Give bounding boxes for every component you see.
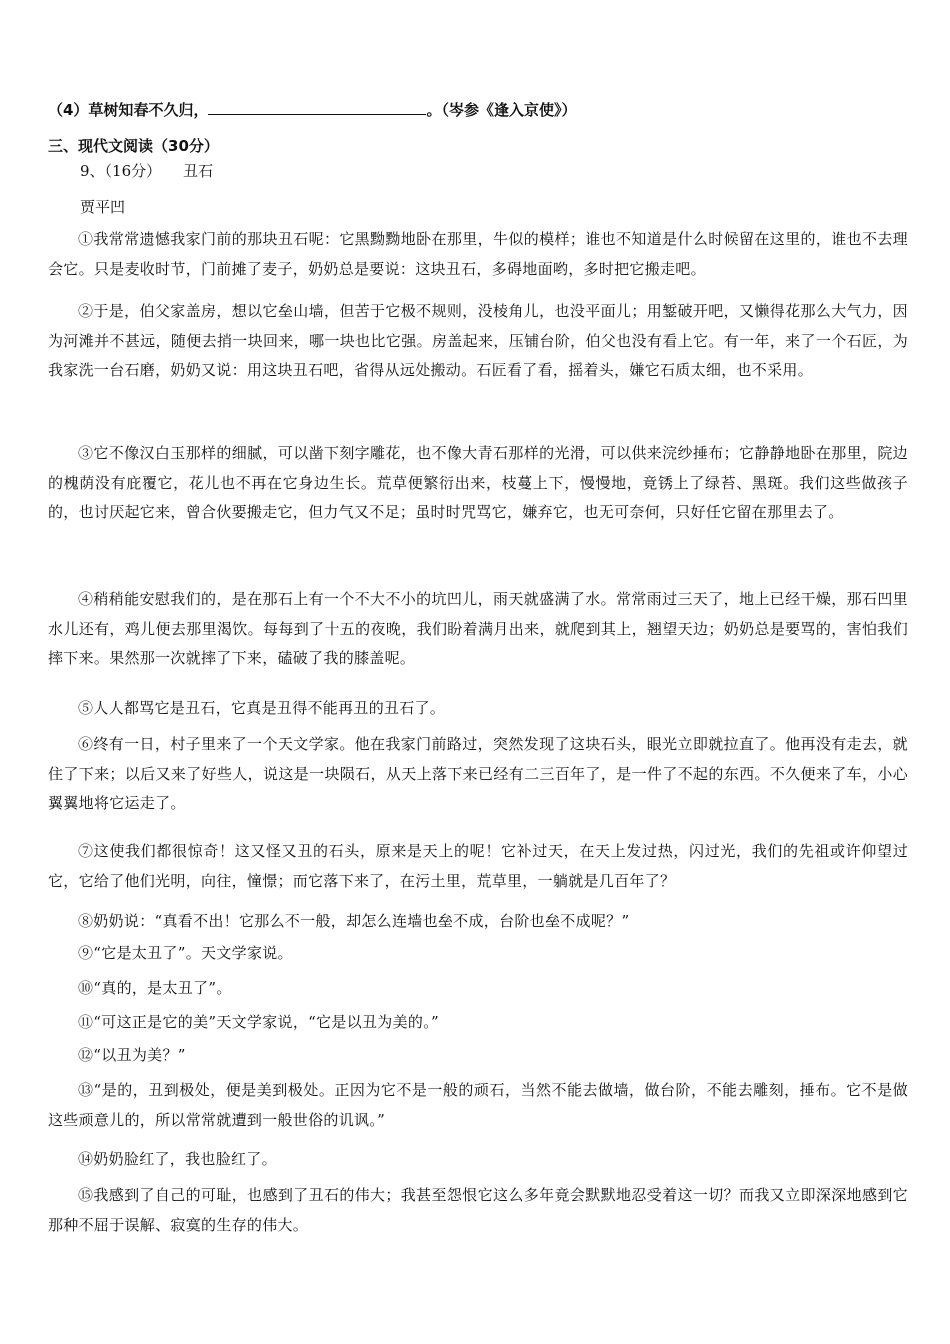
paragraph-9: ⑨“它是太丑了”。天文学家说。 — [78, 944, 293, 962]
paragraph-6: ⑥终有一日，村子里来了一个天文学家。他在我家门前路过，突然发现了这块石头，眼光立即就拉直了。他再没有走去，就住了下来；以后又来了好些人，说这是一块陨石，从天上落下来已经有二三百年了，是一件了不起的东西。不久便来了车，小心翼翼地将它运走了。 — [48, 735, 908, 812]
section-title: 三、现代文阅读（30分） — [48, 137, 219, 155]
article-title: 丑石 — [183, 162, 214, 180]
author: 贾平凹 — [80, 198, 126, 216]
paragraph-12: ⑫“以丑为美？” — [78, 1046, 186, 1064]
question-9-heading — [80, 161, 213, 181]
question-4-prefix: （4）草树知春不久归， — [48, 101, 209, 119]
paragraph-5: ⑤人人都骂它是丑石，它真是丑得不能再丑的丑石了。 — [78, 699, 446, 717]
paragraph-4: ④稍稍能安慰我们的，是在那石上有一个不大不小的坑凹儿，雨天就盛满了水。常常雨过三天了，地上已经干燥，那石凹里水儿还有，鸡儿便去那里渴饮。每每到了十五的夜晚，我们盼着满月出来，就爬到其上，翘望天边；奶奶总是要骂的，害怕我们摔下来。果然那一次就摔了下来，磕破了我的膝盖呢。 — [48, 590, 908, 667]
question-4 — [48, 100, 576, 120]
question-4-suffix: 。（岑参《逢入京使》） — [426, 101, 577, 119]
paragraph-8: ⑧奶奶说：“真看不出！它那么不一般，却怎么连墙也垒不成，台阶也垒不成呢？” — [78, 912, 630, 930]
paragraph-10: ⑩“真的，是太丑了”。 — [78, 979, 232, 997]
fill-in-blank[interactable] — [208, 100, 426, 115]
paragraph-11: ⑪“可这正是它的美”天文学家说，“它是以丑为美的。” — [78, 1013, 439, 1031]
paragraph-2: ②于是，伯父家盖房，想以它垒山墙，但苦于它极不规则，没棱角儿，也没平面儿；用錾破开吧，又懒得花那么大气力，因为河滩并不甚远，随便去捎一块回来，哪一块也比它强。房盖起来，压铺台阶，伯父也没有看上它。有一年，来了一个石匠，为我家洗一台石磨，奶奶又说：用这块丑石吧，省得从远处搬动。石匠看了看，摇着头，嫌它石质太细，也不采用。 — [48, 302, 908, 379]
paragraph-7: ⑦这使我们都很惊奇！这又怪又丑的石头，原来是天上的呢！它补过天，在天上发过热，闪过光，我们的先祖或许仰望过它，它给了他们光明，向往，憧憬；而它落下来了，在污土里，荒草里，一躺就是几百年了？ — [48, 842, 908, 890]
paragraph-1: ①我常常遗憾我家门前的那块丑石呢：它黑黝黝地卧在那里，牛似的模样；谁也不知道是什么时候留在这里的，谁也不去理会它。只是麦收时节，门前摊了麦子，奶奶总是要说：这块丑石，多碍地面哟，多时把它搬走吧。 — [48, 230, 908, 278]
question-9-number: 9、（16分） — [80, 162, 162, 180]
paragraph-3: ③它不像汉白玉那样的细腻，可以凿下刻字雕花，也不像大青石那样的光滑，可以供来浣纱捶布；它静静地卧在那里，院边的槐荫没有庇覆它，花儿也不再在它身边生长。荒草便繁衍出来，枝蔓上下，慢慢地，竟锈上了绿苔、黑斑。我们这些做孩子的，也讨厌起它来，曾合伙要搬走它，但力气又不足；虽时时咒骂它，嫌弃它，也无可奈何，只好任它留在那里去了。 — [48, 444, 908, 521]
paragraph-15: ⑮我感到了自己的可耻，也感到了丑石的伟大；我甚至怨恨它这么多年竟会默默地忍受着这一切？而我又立即深深地感到它那种不屈于误解、寂寞的生存的伟大。 — [48, 1186, 908, 1234]
paragraph-14: ⑭奶奶脸红了，我也脸红了。 — [78, 1150, 277, 1168]
paragraph-13: ⑬“是的，丑到极处，便是美到极处。正因为它不是一般的顽石，当然不能去做墙，做台阶，不能去雕刻，捶布。它不是做这些顽意儿的，所以常常就遭到一般世俗的讥讽。” — [48, 1081, 908, 1129]
